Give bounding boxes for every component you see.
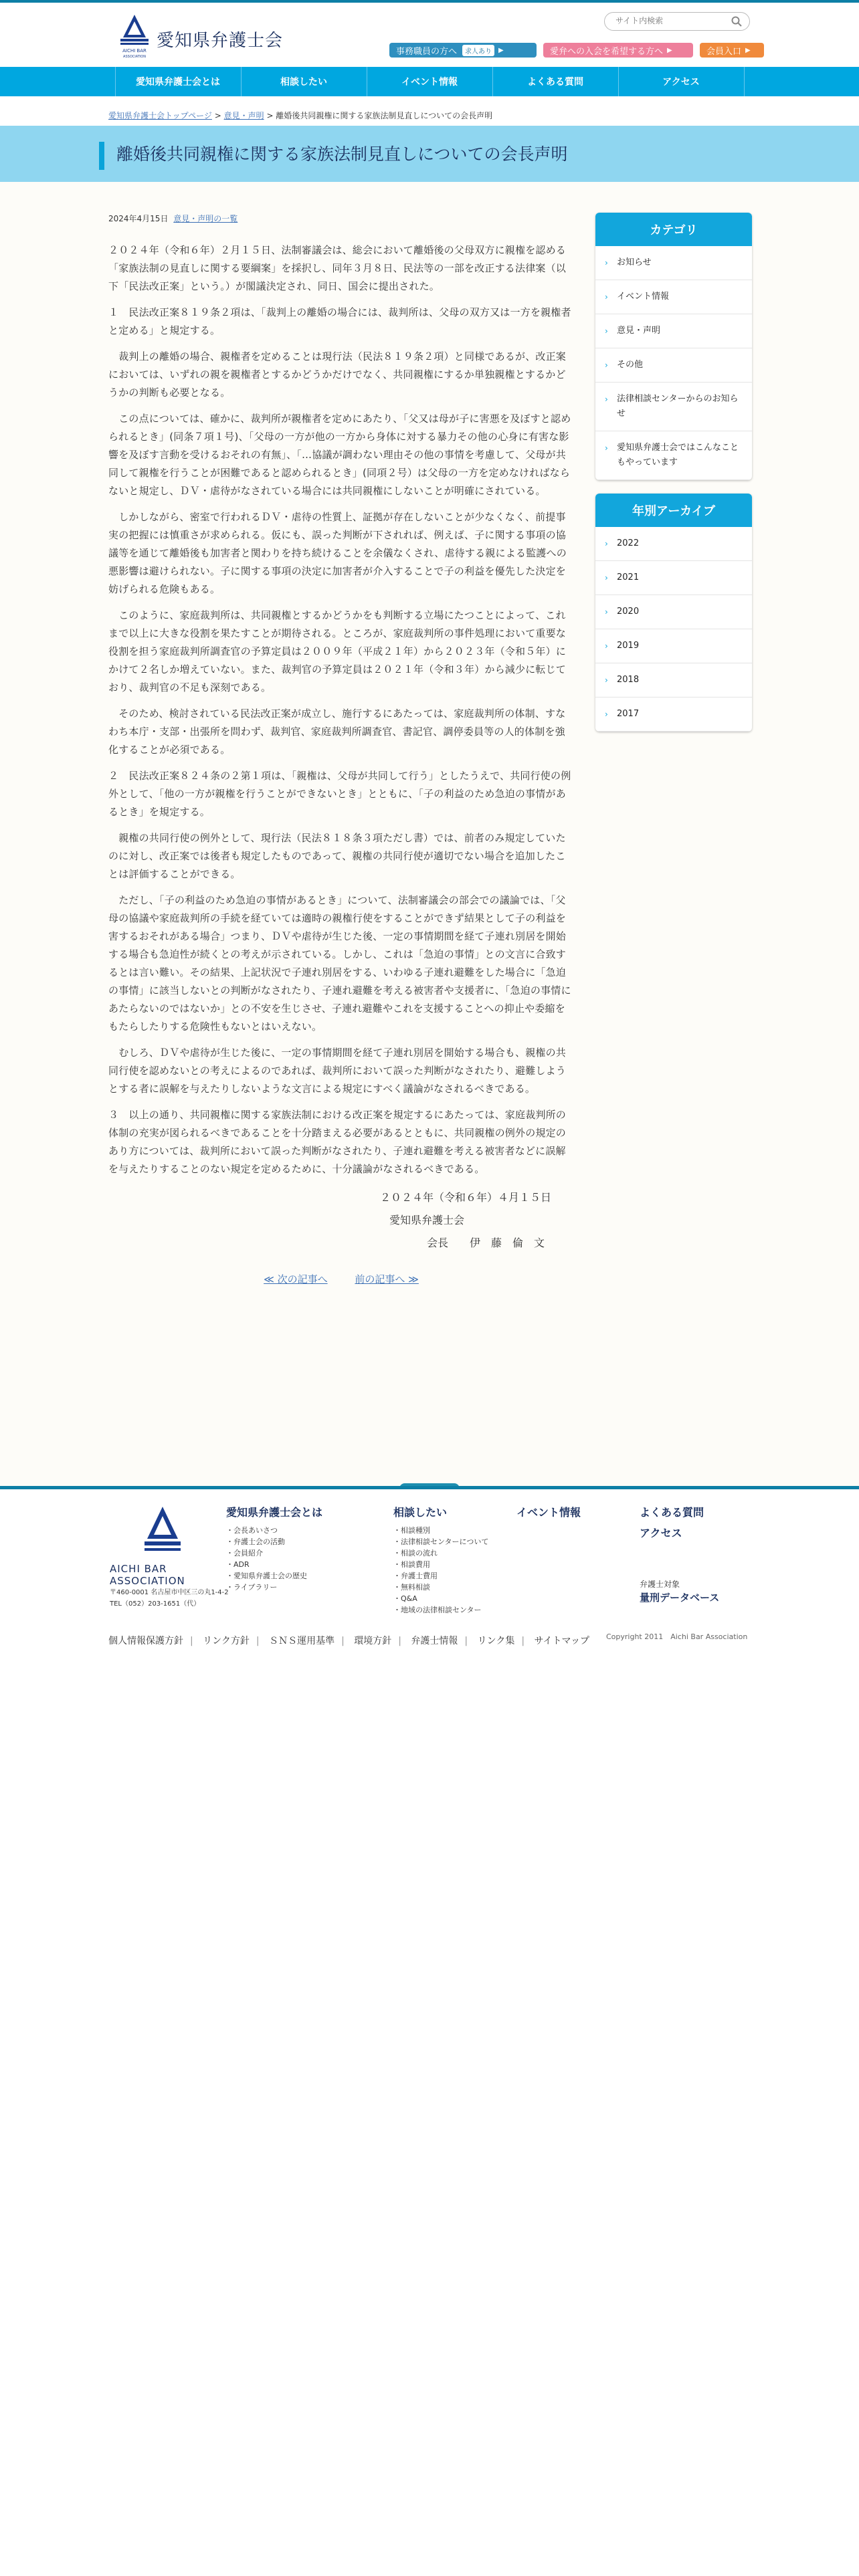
chevron-right-icon: › [605,443,608,453]
site-title[interactable]: 愛知県弁護士会 [157,31,284,51]
category-label: お知らせ [617,257,652,267]
footer-col-about [226,1504,322,1593]
breadcrumb-separator: > [264,111,276,120]
footer-link[interactable]: ・法律相談センターについて [393,1537,489,1546]
article [108,213,574,1286]
svg-text:AICHI BAR: AICHI BAR [122,48,147,53]
chevron-right-icon: › [605,573,608,582]
breadcrumb-section[interactable]: 意見・声明 [223,111,264,120]
footer-link[interactable]: ・弁護士費用 [393,1572,438,1580]
archive-label: 2019 [617,641,640,651]
footer-link[interactable]: ・無料相談 [393,1583,430,1592]
chevron-right-icon: › [605,607,608,617]
sentencing-db-label: 量刑データベース [640,1592,720,1604]
footer-bottom-links: 個人情報保護方針 | リンク方針 | ＳＮＳ運用基準 | 環境方針 | 弁護士情報 | リンク集 | サイトマップ [108,1636,589,1646]
article-paragraph: ３ 以上の通り、共同親権に関する家族法制における改正案を規定するにあたっては、家庭裁判所の体制の充実が図られるべきであることを十分踏まえる必要があるとともに、共同親権の例外の規定のあり方については、裁判所において誤った判断がなされたり、子連れ避難を考える被害者などに誤解を与えたりすることのない規定を定めるために、十分議論がなされるべきである。 [108,1109,567,1175]
category-label: その他 [617,360,644,370]
article-paragraph: 親権の共同行使の例外として、現行法（民法８１８条３項ただし書）では、前者のみ規定していたのに対し、改正案では後者も規定したものであって、親権の共同行使が適切でない場合を追加したことは評価することができる。 [108,832,566,880]
staff-button-label: 事務職員の方へ [396,46,458,57]
category-box [595,213,752,480]
archive-item[interactable] [595,663,752,697]
category-item[interactable] [595,383,752,431]
copyright: Copyright 2011 Aichi Bar Association [606,1632,748,1641]
article-paragraph: この点については、確かに、裁判所が親権者を定めにあたり、「父又は母が子に害悪を及ぼすと認められるとき」(同条７項１号)、「父母の一方が他の一方から身体に対する暴力その他の心身に有害な影響を及ぼす言動を受けるおそれの有無」、「…協議が調わない理由その他の事情を考慮して、父母が共同して親権を行うことが困難であると認められるとき」(同項２号）は父母の一方を定めなければならないと規定し、ＤＶ・虐待がなされている場合には共同親権にしないことが明確にされている。 [108,413,571,497]
archive-label: 2017 [617,709,640,719]
footer-bottom-link[interactable]: 環境方針 [354,1636,392,1646]
footer-link[interactable]: ・会長あいさつ [226,1526,278,1535]
page-title-bar [0,126,859,182]
bar-association-logo[interactable] [132,1504,193,1558]
category-label: 愛知県弁護士会ではこんなこともやっています [617,443,739,467]
article-date: 2024年4月15日 [108,214,169,223]
archive-item[interactable] [595,561,752,595]
article-body [108,241,574,1178]
category-item[interactable] [595,314,752,348]
search-input[interactable] [614,15,731,26]
archive-box [595,494,752,732]
member-login-label: 会員入口 [706,46,742,57]
footer-db-link[interactable] [640,1579,719,1604]
content-area [0,182,859,1486]
footer-tel: TEL（052）203-1651（代） [110,1600,201,1608]
breadcrumb [0,96,859,126]
next-article-link[interactable]: ≪ 次の記事へ [264,1273,328,1285]
footer-link[interactable]: ・地域の法律相談センター [393,1606,482,1614]
footer-link[interactable]: ・会員紹介 [226,1549,263,1558]
chevron-right-icon: › [605,395,608,404]
article-paragraph: ２０２４年（令和６年）２月１５日、法制審議会は、総会において離婚後の父母双方に親権を認める「家族法制の見直しに関する要綱案」を採択し、同年３月８日、民法等の一部を改正する法律案（以下「民法改正案」という。）が閣議決定され、同日、国会に提出された。 [108,244,567,292]
join-button[interactable] [543,43,693,58]
archive-heading: 年別アーカイブ [595,494,752,527]
signature-org: 愛知県弁護士会 [389,1214,465,1226]
breadcrumb-current: 離婚後共同親権に関する家族法制見直しについての会長声明 [276,111,493,120]
footer-address: 〒460-0001 名古屋市中区三の丸1-4-2 [110,1589,229,1596]
article-paragraph: むしろ、ＤＶや虐待が生じた後に、一定の事情期間を経て子連れ別居を開始する場合も、親権の共同行使を認めないとの考えによるのであれば、裁判所において誤った判断がなされたり、避難しようとする者に誤解を与えたりしないような文言による規定にすべく議論がなされるべきである。 [108,1047,567,1095]
article-paragraph: ただし、「子の利益のため急迫の事情があるとき」について、法制審議会の部会での議論では、「父母の協議や家庭裁判所の手続を経ていては適時の親権行使をすることができず結果として子の利益を害するおそれがある場合」つまり、ＤＶや虐待が生じた後、一定の事情期間を経て子連れ別居を開始する場合も急迫性が続くとの考えが示されている。しかし、これは「急迫の事情」との文言に合致するとは言い難い。その結果、上記状況で子連れ別居をする、いわゆる子連れ避難をした場合に「急迫の事情」に該当しないとの判断がなされたり、子連れ避難を考える被害者や支援者に、「急迫の事情にあたらないのではないか」との不安を生じさせ、子連れ避難やこれを支援することへの抑止や委縮をもたらしたりする危険性もないとはいえない。 [108,894,571,1033]
chevron-right-icon: › [605,326,608,336]
footer-link[interactable]: ・弁護士会の活動 [226,1537,285,1546]
archive-label: 2018 [617,675,640,685]
footer-link[interactable]: ・相談の流れ [393,1549,438,1558]
footer-link[interactable]: ・Q&A [393,1594,417,1603]
chevron-right-icon: › [605,539,608,548]
global-nav [0,67,859,96]
nav-access[interactable]: アクセス [618,67,745,96]
chevron-right-icon: › [605,292,608,302]
archive-item[interactable] [595,629,752,663]
chevron-right-icon: › [605,710,608,719]
archive-label: 2021 [617,572,640,582]
join-button-label: 愛弁への入会を希望する方へ [550,46,664,57]
footer-link[interactable]: ・愛知県弁護士会の歴史 [226,1572,307,1580]
search-icon[interactable] [731,15,743,27]
nav-faq[interactable]: よくある質問 [492,67,618,96]
member-login-button[interactable] [700,43,764,58]
footer-col-title[interactable]: 愛知県弁護士会とは [226,1506,323,1519]
sidebar [595,213,752,745]
category-item[interactable] [595,280,752,314]
title-accent [99,142,104,170]
site-header [0,3,859,67]
article-paragraph: このように、家庭裁判所は、共同親権とするかどうかをも判断する立場にたつことによって、これまで以上に大きな役割を果たすことが期待される。ところが、家庭裁判所の事件処理において重要な役割を担う家庭裁判所調査官の予算定員は２００９年（平成２１年）から２０２３年（令和５年）にかけて２名しか増えていない。また、裁判官の予算定員は２０２１年（令和３年）から減少に転じており、裁判官の不足も深刻である。 [108,609,567,693]
footer-link[interactable]: ・ライブラリー [226,1583,278,1592]
breadcrumb-separator: > [211,111,224,120]
chevron-right-icon: ▶ [498,46,504,54]
staff-button[interactable] [389,43,537,58]
site-footer [0,1486,859,1690]
svg-text:ASSOCIATION: ASSOCIATION [123,55,146,59]
footer-col-title[interactable]: 相談したい [393,1506,448,1519]
chevron-right-icon: › [605,360,608,370]
search-box [604,12,750,31]
page-blank-area [0,1690,859,2561]
article-paragraph: １ 民法改正案８１９条２項は、「裁判上の離婚の場合には、裁判所は、父母の双方又は一方を親権者と定める」と規定する。 [108,306,571,336]
footer-col-faq [640,1504,719,1610]
breadcrumb-home[interactable]: 愛知県弁護士会トップページ [108,111,212,120]
category-list-link[interactable]: 意見・声明の一覧 [173,214,238,223]
category-label: 法律相談センターからのお知らせ [617,394,739,419]
footer-col-title[interactable]: アクセス [640,1527,682,1539]
article-pager [108,1272,574,1286]
signature-name: 会長 伊 藤 倫 文 [427,1237,545,1249]
category-label: 意見・声明 [617,326,661,336]
bar-association-logo[interactable] [111,12,158,59]
chevron-right-icon: › [605,258,608,267]
category-item[interactable] [595,246,752,280]
signature-date: ２０２４年（令和６年）４月１５日 [380,1191,552,1204]
footer-bottom-link[interactable]: 個人情報保護方針 [108,1636,183,1646]
nav-about[interactable]: 愛知県弁護士会とは [115,67,241,96]
footer-logo-block [110,1504,234,1610]
signature [108,1186,574,1255]
category-heading: カテゴリ [595,213,752,246]
archive-label: 2020 [617,607,640,617]
article-paragraph: そのため、検討されている民法改正案が成立し、施行するにあたっては、家庭裁判所の体制、すなわち本庁・支部・出張所を問わず、裁判官、家庭裁判所調査官、書記官、調停委員等の人的体制を強化することが必須である。 [108,708,566,756]
footer-logo-caption: AICHI BAR ASSOCIATION [110,1563,185,1587]
footer-col-events [516,1504,581,1525]
footer-bottom-link[interactable]: サイトマップ [534,1636,589,1646]
nav-consult[interactable]: 相談したい [241,67,367,96]
chevron-right-icon: ▶ [745,46,751,54]
article-paragraph: ２ 民法改正案８２４条の２第１項は、「親権は、父母が共同して行う」としたうえで、共同行使の例外として、「他の一方が親権を行うことができないとき」とともに、「子の利益のため急迫の事情があるとき」を規定する。 [108,770,571,818]
prev-article-link[interactable]: 前の記事へ ≫ [355,1273,419,1285]
category-label: イベント情報 [617,292,670,302]
footer-link[interactable]: ・相談種別 [393,1526,430,1535]
archive-item[interactable] [595,527,752,561]
footer-bottom-link[interactable]: ＳＮＳ運用基準 [269,1636,335,1646]
chevron-right-icon: ▶ [667,46,672,54]
nav-events[interactable]: イベント情報 [367,67,492,96]
footer-col-title[interactable]: イベント情報 [516,1506,581,1519]
lawyer-label: 弁護士対象 [640,1580,680,1589]
footer-bottom-link[interactable]: リンク方針 [203,1636,250,1646]
page-title: 離婚後共同親権に関する家族法制見直しについての会長声明 [116,144,568,164]
category-item[interactable] [595,431,752,480]
category-item[interactable] [595,348,752,383]
header-buttons [389,43,764,58]
article-meta [108,213,574,224]
recruit-badge: 求人あり [462,45,494,56]
archive-item[interactable] [595,697,752,732]
footer-col-title[interactable]: よくある質問 [640,1506,704,1519]
footer-link[interactable]: ・ADR [226,1560,250,1569]
archive-item[interactable] [595,595,752,629]
chevron-right-icon: › [605,675,608,685]
article-paragraph: しかしながら、密室で行われるＤＶ・虐待の性質上、証拠が存在しないことが少なくなく、前提事実の把握には慎重さが求められる。仮にも、誤った判断が下されれば、例えば、子に関する事項の協議等を通じて離婚後も加害者と関わりを持ち続けることを余儀なくされ、虐待する親による監護への悪影響は避けられない。子に関する事項の決定に加害者が介入することで子の利益を優先した決定を妨げられる危険もある。 [108,511,567,595]
footer-col-consult [393,1504,488,1616]
footer-bottom-link[interactable]: 弁護士情報 [411,1636,458,1646]
archive-label: 2022 [617,538,640,548]
chevron-right-icon: › [605,641,608,651]
article-paragraph: 裁判上の離婚の場合、親権者を定めることは現行法（民法８１９条２項）と同様であるが、改正案においては、いずれの親を親権者とするかどうかだけでなく、共同親権にするか単独親権とするかどうかの判断も必要となる。 [108,350,567,399]
footer-bottom-link[interactable]: リンク集 [477,1636,515,1646]
footer-link[interactable]: ・相談費用 [393,1560,430,1569]
